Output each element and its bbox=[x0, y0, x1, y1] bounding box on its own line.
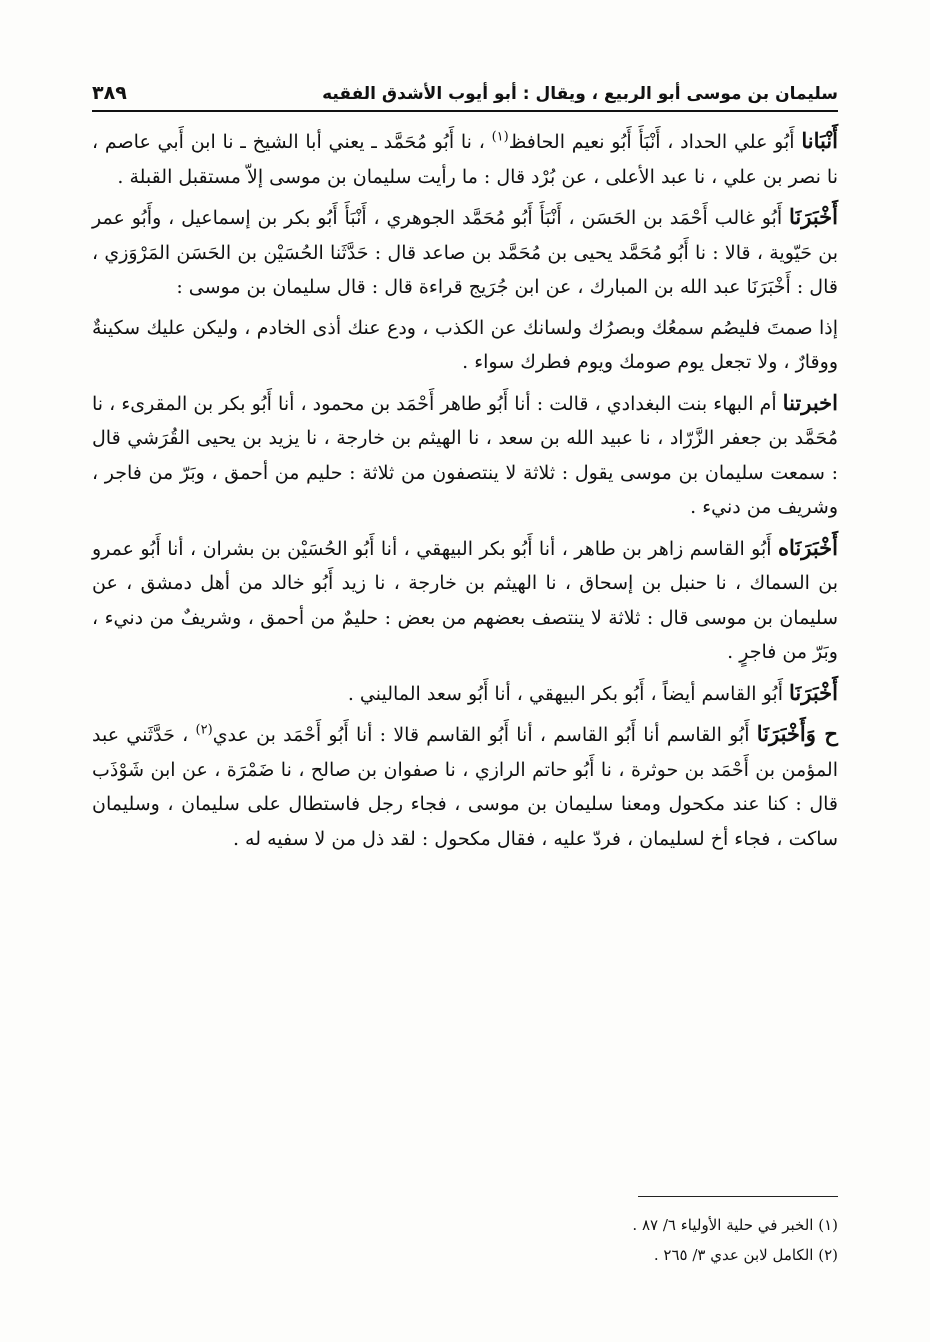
paragraph-text: إذا صمتَ فليصُم سمعُك وبصرُك ولسانك عن الكذب ، ودع عنك أذى الخادم ، وليكن عليك سكينةٌ ووقارٌ ، ولا تجعل يوم صومك ويوم فطرك سواء . bbox=[92, 316, 838, 373]
paragraph-keyword: أَخْبَرَنَاه bbox=[778, 534, 838, 560]
paragraph-keyword: أَنْبَانا bbox=[801, 128, 838, 153]
paragraph-keyword: ح وَأَخْبَرَنَا bbox=[756, 721, 838, 746]
footnote-ref-2[interactable]: (٢) bbox=[195, 722, 213, 738]
paragraph-text: أَبُو القاسم أيضاً ، أَبُو بكر البيهقي ، أنا أَبُو سعد الماليني . bbox=[347, 682, 790, 705]
running-header bbox=[92, 64, 838, 112]
paragraph-text-cont: ، حَدَّثَني عبد المؤمن بن أَحْمَد بن حوثرة ، نا أَبُو حاتم الرازي ، نا صفوان بن صالح ، نا ضَمْرَة ، عن ابن شَوْذَب قال : كنا عند مكحول ومعنا سليمان بن موسى ، فجاء رجل فاستطال على سليمان ، وسليمان ساكت ، فجاء أخ لسليمان ، فردّ عليه ، فقال مكحول : لقد ذل من لا سفيه له . bbox=[92, 724, 838, 850]
main-text bbox=[92, 124, 838, 861]
footnote-2: (٢) الكامل لابن عدي ٣/ ٢٦٥ . bbox=[653, 1246, 838, 1264]
paragraph-6 bbox=[92, 676, 838, 712]
paragraph-keyword: أَخْبَرَنَا bbox=[789, 679, 838, 705]
page-number: ٣٨٩ bbox=[92, 82, 127, 104]
paragraph-4 bbox=[92, 386, 838, 525]
footnote-1: (١) الخبر في حلية الأولياء ٦/ ٨٧ . bbox=[632, 1216, 838, 1234]
paragraph-1 bbox=[92, 124, 838, 194]
paragraph-text: أم البهاء بنت البغدادي ، قالت : أنا أَبُو طاهر أَحْمَد بن محمود ، أنا أَبُو بكر بن المقرىء ، نا مُحَمَّد بن جعفر الزَّرّاد ، نا عبيد الله بن سعد ، نا الهيثم بن خارجة ، نا يزيد بن يحيى القُرَشي قال : سمعت سليمان بن موسى يقول : ثلاثة لا ينتصفون من ثلاثة : حليم من أحمق ، وبَرّ من فاجر ، وشريف من دنيء . bbox=[92, 392, 838, 518]
paragraph-text: أَبُو القاسم زاهر بن طاهر ، أنا أَبُو بكر البيهقي ، أنا أَبُو الحُسَيْن بن بشران ، أنا أَبُو عمرو بن السماك ، نا حنبل بن إسحاق ، نا الهيثم بن خارجة ، نا زيد أَبُو خالد من أهل دمشق ، عن سليمان بن موسى قال : ثلاثة لا ينتصف بعضهم من بعض : حليمٌ من أحمق ، وشريفٌ من دنيء ، وبَرّ من فاجرٍ . bbox=[92, 537, 838, 663]
footnote-divider bbox=[638, 1196, 838, 1197]
header-title: سليمان بن موسى أبو الربيع ، ويقال : أبو أيوب الأشدق الفقيه bbox=[322, 84, 838, 104]
paragraph-5 bbox=[92, 531, 838, 670]
paragraph-keyword: اخبرتنا bbox=[782, 389, 838, 415]
paragraph-text: أَبُو القاسم أنا أَبُو القاسم ، أنا أَبُو القاسم قالا : أنا أَبُو أَحْمَد بن عدي bbox=[212, 724, 757, 746]
footnote-ref-1[interactable]: (١) bbox=[491, 129, 509, 145]
paragraph-text-cont: ، نا أَبُو مُحَمَّد ـ يعني أبا الشيخ ـ نا ابن أَبي عاصم ، نا نصر بن علي ، نا عبد الأعلى ، عن بُرْد قال : ما رأيت سليمان بن موسى إلاّ مستقبل القبلة . bbox=[92, 131, 838, 188]
paragraph-text: أَبُو علي الحداد ، أَنْبَأَ أَبُو نعيم الحافظ bbox=[508, 131, 802, 153]
paragraph-2 bbox=[92, 200, 838, 305]
paragraph-keyword: أَخْبَرَنَا bbox=[789, 204, 838, 229]
paragraph-3 bbox=[92, 311, 838, 380]
footnotes bbox=[92, 1210, 838, 1270]
paragraph-text: أَبُو غالب أَحْمَد بن الحَسَن ، أَنْبَأَ أَبُو مُحَمَّد الجوهري ، أَنْبَأَ أَبُو بكر بن إسماعيل ، وأَبُو عمر بن حَيّوية ، قالا : نا أَبُو مُحَمَّد يحيى بن مُحَمَّد بن صاعد قال : حَدَّثَنا الحُسَيْن بن الحَسَن المَرْوَزي ، قال : أَخْبَرَنَا عبد الله بن المبارك ، عن ابن جُرَيج قراءة قال : قال سليمان بن موسى : bbox=[92, 207, 838, 298]
paragraph-7 bbox=[92, 717, 838, 856]
